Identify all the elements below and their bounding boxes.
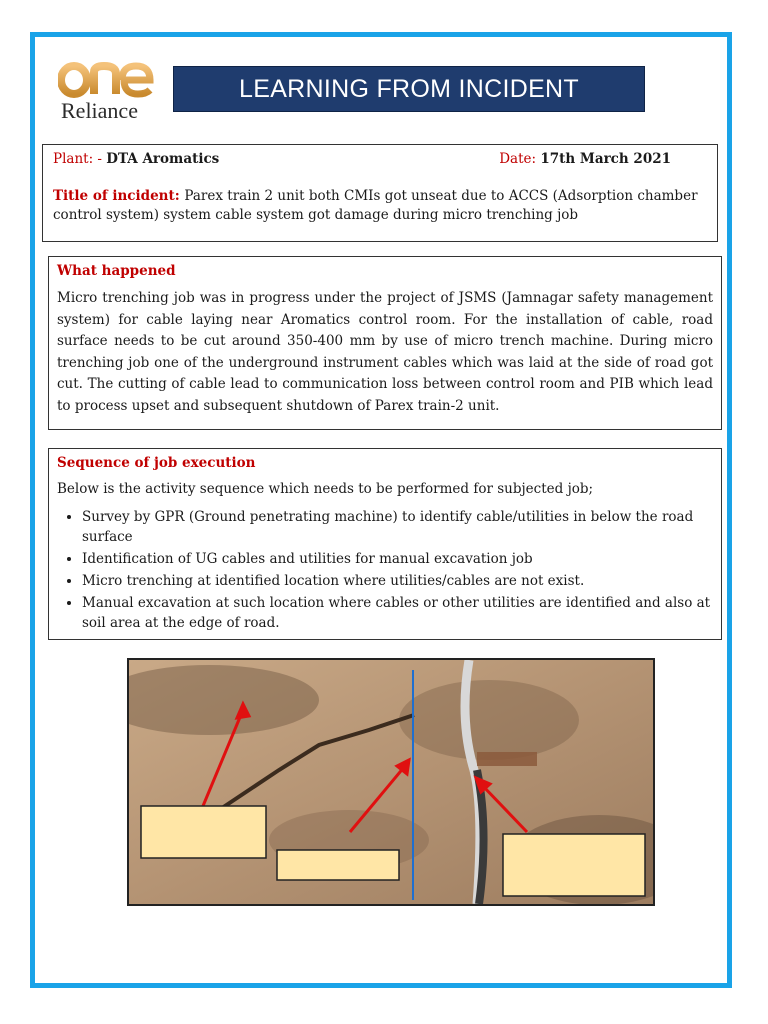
sequence-section [48,448,722,640]
reliance-logo [58,56,158,126]
list-item: • Manual excavation at such location where cables or other utilities are identified and also at soil area at the edge of road. [82,593,713,633]
date-row [499,151,671,167]
list-item: • Micro trenching at identified location where utilities/cables are not exist. [82,571,713,591]
list-item: • Identification of UG cables and utilities for manual excavation job [82,549,713,569]
brick [477,752,537,766]
logo-brand-text: Reliance [61,98,138,123]
incident-photo [127,658,655,906]
one-logo-icon [58,56,158,100]
callout-box [503,834,645,896]
callout-box [141,806,266,858]
plant-value: DTA Aromatics [106,151,220,167]
shadow-patch [399,680,579,760]
sequence-intro: Below is the activity sequence which needs to be performed for subjected job; [57,481,594,497]
sequence-heading: Sequence of job execution [57,455,256,471]
title-value: Parex train 2 unit both CMIs got unseat due to ACCS (Adsorption chamber control system) system cable system got damage during micro trenching job [53,188,698,223]
plant-row [53,151,219,167]
page-title: LEARNING FROM INCIDENT [173,66,645,112]
date-value: 17th March 2021 [540,151,671,167]
incident-header-box [42,144,718,242]
plant-label: Plant: - [53,151,107,167]
what-happened-body: Micro trenching job was in progress under the project of JSMS (Jamnagar safety management system) for cable laying near Aromatics control room. For the installation of cable, road surface needs to be cut around 350-400 mm by use of micro trench machine. During micro trenching job one of the underground instrument cables which was laid at the side of road got cut. The cutting of cable lead to communication loss between control room and PIB which lead to process upset and subsequent shutdown of Parex train-2 unit. [57,290,713,414]
sequence-list [57,507,713,635]
callout-box [277,850,399,880]
date-label: Date: [499,151,541,167]
what-happened-heading: What happened [57,263,176,279]
what-happened-section [48,256,722,430]
list-item: • Survey by GPR (Ground penetrating machine) to identify cable/utilities in below the road surface [82,507,713,547]
site-photo-illustration [129,660,653,904]
title-label: Title of incident: [53,188,185,204]
incident-title [53,187,703,225]
